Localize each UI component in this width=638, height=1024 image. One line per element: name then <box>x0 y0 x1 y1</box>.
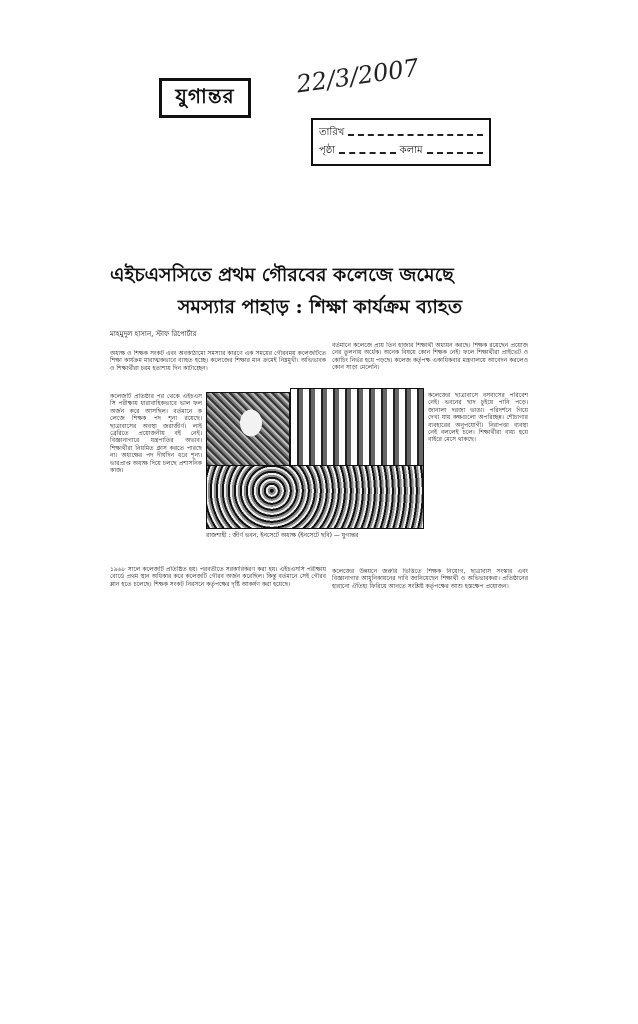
article-column-right-narrow: কলেজের ছাত্রাবাসে বসবাসের পরিবেশ নেই। ভবনের ছাদ চুইয়ে পানি পড়ে। জানালা দরজা ভাঙা। পরিদর্শনে গিয়ে দেখা যায় কক্ষগুলো অপরিচ্ছন্ন। শৌচাগার ব্যবহারের অনুপযোগী। নিরাপত্তা ব্যবস্থা নেই বললেই চলে। শিক্ষার্থীরা বাধ্য হয়ে বাইরে মেসে থাকছে। <box>428 392 528 444</box>
headline-line-1: এইচএসসিতে প্রথম গৌরবের কলেজে জমেছে <box>110 264 454 286</box>
article-intro: অধ্যক্ষ ও শিক্ষক সংকট এবং অবকাঠামো সমস্যার কারণে এক সময়ের গৌরবময় কলেজটিতে শিক্ষা কার্যক্রম মারাত্মকভাবে ব্যাহত হচ্ছে। কলেজের শিক্ষার মান ক্রমেই নিম্নমুখী। অভিভাবক ও শিক্ষার্থীরা চরম হতাশায় দিন কাটাচ্ছেন। <box>110 350 326 372</box>
headline-line-2: সমস্যার পাহাড় : শিক্ষা কার্যক্রম ব্যাহত <box>177 296 463 318</box>
principal-portrait-photo <box>206 392 290 466</box>
stamp-date-label: তারিখ <box>319 127 345 138</box>
byline: মাহমুদুল হাসান, স্টাফ রিপোর্টার <box>110 330 197 338</box>
newspaper-masthead: যুগান্তর <box>159 78 251 118</box>
stamp-column-label: কলাম <box>399 145 423 156</box>
article-column-left: কলেজটি প্রতিষ্ঠার পর থেকে এইচএসসি পরীক্ষায় ধারাবাহিকভাবে ভাল ফল অর্জন করে আসছিল। বর্তমানে কলেজে শিক্ষক পদ শূন্য রয়েছে। ছাত্রাবাসের অবস্থা জরাজীর্ণ। লাইব্রেরিতে প্রয়োজনীয় বই নেই। বিজ্ঞানাগারে যন্ত্রপাতির অভাব। শিক্ষার্থীরা নিয়মিত ক্লাস করতে পারছে না। অধ্যক্ষের পদ দীর্ঘদিন ধরে শূন্য। ভারপ্রাপ্ত অধ্যক্ষ দিয়ে চলছে প্রশাসনিক কাজ। <box>110 393 202 475</box>
students-crowd-photo <box>206 465 424 529</box>
stamp-page-label: পৃষ্ঠা <box>319 145 336 156</box>
article-column-bottom: ১৯৬৮ সালে কলেজটি প্রতিষ্ঠিত হয়। পরবর্তীতে সরকারিকরণ করা হয়। এইচএসসি পরীক্ষায় বোর্ডে প্রথম স্থান অধিকার করে কলেজটি গৌরব অর্জন করেছিল। কিন্তু বর্তমানে সেই গৌরব ম্লান হতে চলেছে। শিক্ষক সংকট নিরসনে কর্তৃপক্ষের দৃষ্টি আকর্ষণ করা হয়েছে। <box>110 566 326 588</box>
photo-caption: রাজশাহী : জীর্ণ ভবন, ইনসেটে অধ্যক্ষ (ইনসেটে ছবি) — যুগান্তর <box>206 532 359 539</box>
news-clipping <box>110 262 530 340</box>
article-column-right-bottom: কলেজের উন্নয়নে জরুরি ভিত্তিতে শিক্ষক নিয়োগ, ছাত্রাবাস সংস্কার এবং বিজ্ঞানাগার আধুনিকায়নের দাবি জানিয়েছেন শিক্ষার্থী ও অভিভাবকরা। প্রতিষ্ঠানের হারানো ঐতিহ্য ফিরিয়ে আনতে সংশ্লিষ্ট কর্তৃপক্ষের আশু হস্তক্ষেপ প্রয়োজন। <box>332 568 528 590</box>
clipping-stamp <box>311 118 491 166</box>
handwritten-date: 22/3/2007 <box>294 53 421 99</box>
article-column-right-top: বর্তমানে কলেজে প্রায় তিন হাজার শিক্ষার্থী অধ্যয়ন করছে। শিক্ষক রয়েছেন প্রয়োজনের তুলনায় অর্ধেক। অনেক বিষয়ে কোন শিক্ষক নেই। ফলে শিক্ষার্থীরা প্রাইভেট ও কোচিং নির্ভর হয়ে পড়ছে। কলেজ কর্তৃপক্ষ একাধিকবার মন্ত্রণালয়ে আবেদন করলেও কোন সাড়া মেলেনি। <box>332 342 528 372</box>
